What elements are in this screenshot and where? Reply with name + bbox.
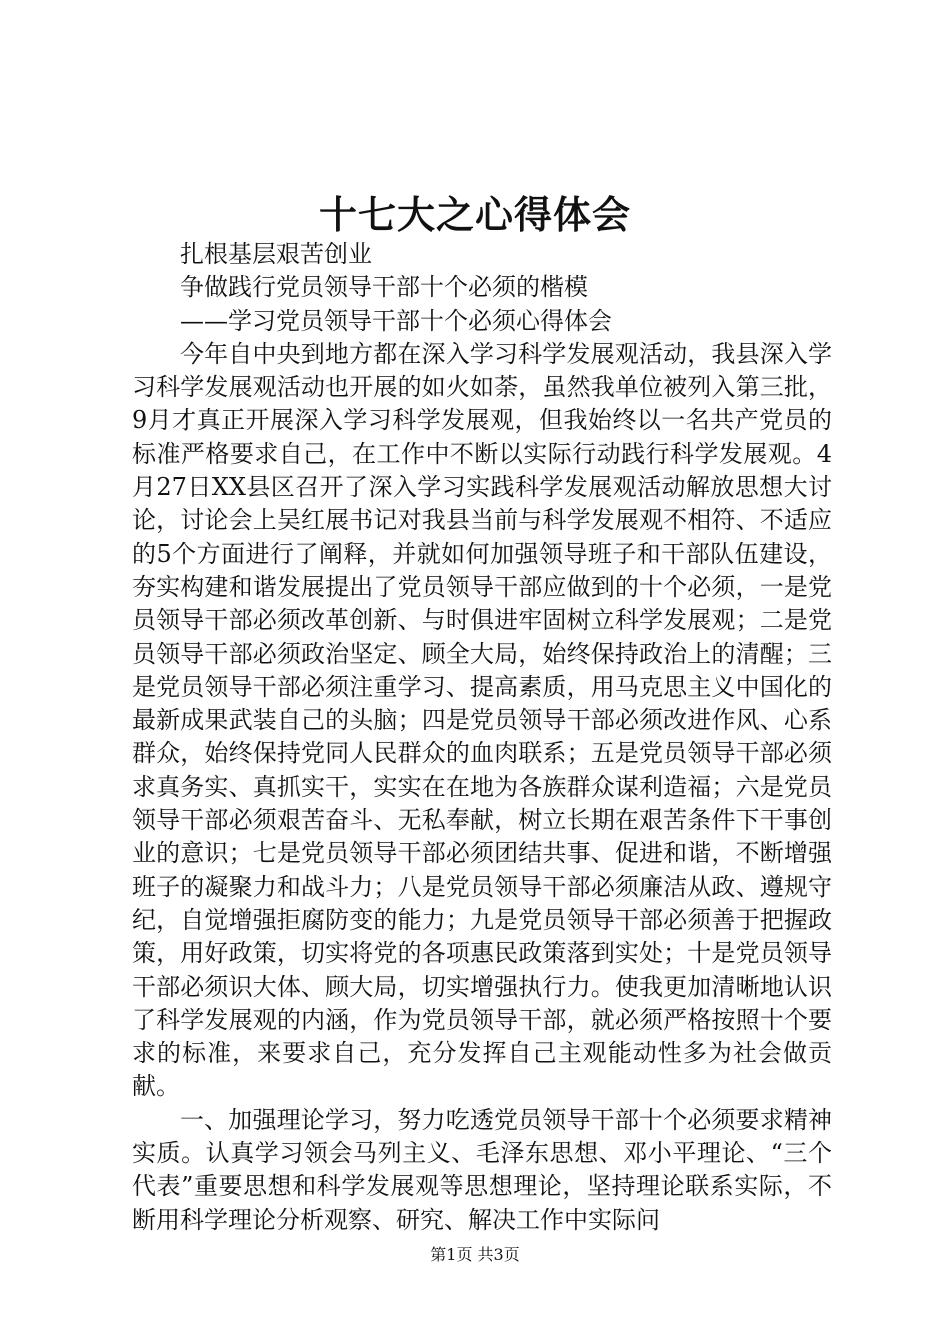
subtitle-line: ——学习党员领导干部十个必须心得体会 [180, 306, 612, 335]
subtitle-line: 争做践行党员领导干部十个必须的楷模 [180, 273, 588, 302]
body-paragraph: 一、加强理论学习，努力吃透党员领导干部十个必须要求精神实质。认真学习领会马列主义、毛泽东思想、邓小平理论、“三个代表”重要思想和科学发展观等思想理论，坚持理论联系实际，不断用科学理论分析观察、研究、解决工作中实际问 [132, 1105, 832, 1234]
subtitle-line: 扎根基层艰苦创业 [180, 240, 372, 268]
document-body [132, 238, 832, 1237]
document-title: 十七大之心得体会 [318, 192, 631, 237]
page-footer: 第1页 共3页 [430, 1245, 520, 1264]
body-paragraph: 今年自中央到地方都在深入学习科学发展观活动，我县深入学习科学发展观活动也开展的如火如荼，虽然我单位被列入第三批，9月才真正开展深入学习科学发展观，但我始终以一名共产党员的标准严格要求自己，在工作中不断以实际行动践行科学发展观。4月27日XX县区召开了深入学习实践科学发展观活动解放思想大讨论，讨论会上吴红展书记对我县当前与科学发展观不相符、不适应的5个方面进行了阐释，并就如何加强领导班子和干部队伍建设，夯实构建和谐发展提出了党员领导干部应做到的十个必须，一是党员领导干部必须改革创新、与时俱进牢固树立科学发展观；二是党员领导干部必须政治坚定、顾全大局，始终保持政治上的清醒；三是党员领导干部必须注重学习、提高素质，用马克思主义中国化的最新成果武装自己的头脑；四是党员领导干部必须改进作风、心系群众，始终保持党同人民群众的血肉联系；五是党员领导干部必须求真务实、真抓实干，实实在在地为各族群众谋利造福；六是党员领导干部必须艰苦奋斗、无私奉献，树立长期在艰苦条件下干事创业的意识；七是党员领导干部必须团结共事、促进和谐，不断增强班子的凝聚力和战斗力；八是党员领导干部必须廉洁从政、遵规守纪，自觉增强拒腐防变的能力；九是党员领导干部必须善于把握政策，用好政策，切实将党的各项惠民政策落到实处；十是党员领导干部必须识大体、顾大局，切实增强执行力。使我更加清晰地认识了科学发展观的内涵，作为党员领导干部，就必须严格按照十个要求的标准，来要求自己，充分发挥自己主观能动性多为社会做贡献。 [132, 339, 832, 1101]
